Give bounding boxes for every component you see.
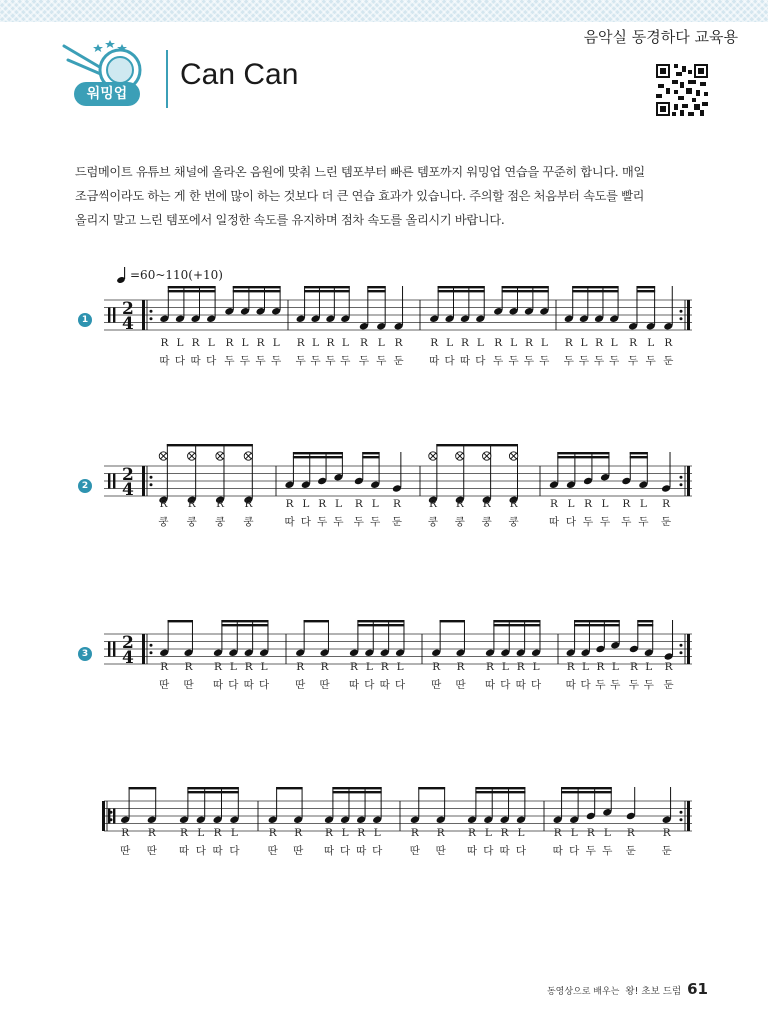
sound-row-cell: 두 xyxy=(325,355,336,367)
sticking-row-cell: L xyxy=(396,661,404,673)
sticking-row-cell: R xyxy=(296,337,305,349)
sound-row-cell: 둔 xyxy=(625,845,636,857)
sticking-row-cell: L xyxy=(567,498,575,510)
sticking-row-cell: R xyxy=(664,661,673,673)
sticking-row-cell: R xyxy=(410,827,419,839)
note-beam xyxy=(418,787,445,789)
sticking-row-cell: R xyxy=(494,337,503,349)
sound-row-cell: 두 xyxy=(599,516,611,528)
sticking-row-cell: R xyxy=(586,827,595,839)
sticking-row-cell: R xyxy=(662,827,671,839)
sticking-row-cell: R xyxy=(595,337,603,349)
percussion-clef-icon xyxy=(113,809,115,824)
sound-row-cell: 두 xyxy=(628,679,639,691)
sound-row-cell: 따 xyxy=(178,845,190,857)
sticking-row-cell: L xyxy=(484,827,492,839)
sound-row-cell: 두 xyxy=(593,355,605,367)
time-signature-bottom: 4 xyxy=(122,480,134,500)
sound-row-cell: 두 xyxy=(621,516,632,528)
sticking-row-cell: R xyxy=(596,661,605,673)
sound-row-cell: 다 xyxy=(364,679,375,691)
sound-row-cell: 따 xyxy=(429,355,440,367)
sound-row-cell: 다 xyxy=(174,355,186,367)
note-beam xyxy=(475,787,525,789)
sticking-row-cell: L xyxy=(176,337,184,349)
sound-row-cell: 따 xyxy=(323,845,335,857)
sticking-row-cell: R xyxy=(664,337,673,349)
intro-line: 올리지 말고 느린 템포에서 일정한 속도를 유지하며 점차 속도를 올리시기 바랍니다. xyxy=(75,213,505,227)
sticking-row-cell: R xyxy=(326,337,335,349)
sound-row-cell: 두 xyxy=(255,355,266,367)
sound-row-cell: 두 xyxy=(645,355,656,367)
note-beam xyxy=(187,791,238,793)
sticking-row-cell: L xyxy=(601,498,609,510)
sound-row-cell: 둔 xyxy=(661,845,672,857)
sound-row-cell: 다 xyxy=(340,845,351,857)
sticking-row-cell: R xyxy=(160,661,169,673)
page-number: 61 xyxy=(687,980,708,998)
sound-row-cell: 다 xyxy=(483,845,494,857)
sound-row-cell: 따 xyxy=(484,679,496,691)
sticking-row-cell: R xyxy=(436,827,445,839)
sound-row-cell: 다 xyxy=(565,516,577,528)
sticking-row-cell: L xyxy=(272,337,280,349)
sound-row-cell: 따 xyxy=(499,845,510,857)
sticking-row-cell: L xyxy=(501,661,509,673)
sound-row-cell: 딴 xyxy=(146,845,157,857)
repeat-dot xyxy=(680,818,683,821)
time-signature-bottom: 4 xyxy=(122,314,134,334)
sound-row-cell: 다 xyxy=(259,679,270,691)
sticking-row-cell: L xyxy=(229,661,237,673)
sticking-row-cell: R xyxy=(509,498,518,510)
sticking-row-cell: R xyxy=(244,498,253,510)
sound-row-cell: 따 xyxy=(348,679,360,691)
note-beam xyxy=(276,787,302,789)
sound-row-cell: 두 xyxy=(310,355,321,367)
sticking-row-cell: L xyxy=(302,498,310,510)
sticking-row-cell: R xyxy=(662,498,671,510)
sound-row-cell: 따 xyxy=(466,845,478,857)
percussion-clef-icon xyxy=(108,809,110,824)
sticking-row-cell: R xyxy=(626,827,635,839)
tempo-text: =60~110(+10) xyxy=(130,268,223,282)
sticking-row-cell: L xyxy=(647,337,655,349)
sticking-row-cell: R xyxy=(296,661,305,673)
sound-row-cell: 쿵 xyxy=(158,516,169,528)
sound-row-cell: 두 xyxy=(595,679,606,691)
sound-row-cell: 다 xyxy=(515,845,527,857)
sound-row-cell: 두 xyxy=(224,355,235,367)
sound-row-cell: 딴 xyxy=(435,845,446,857)
footer-series: 동영상으로 배우는 xyxy=(546,987,620,997)
sound-row-cell: 다 xyxy=(444,355,455,367)
sticking-row-cell: R xyxy=(216,498,225,510)
sticking-row-cell: R xyxy=(359,337,368,349)
sound-row-cell: 딴 xyxy=(120,845,131,857)
sticking-row-cell: R xyxy=(354,498,363,510)
sticking-row-cell: R xyxy=(184,661,193,673)
note-beam xyxy=(561,791,612,793)
sound-row-cell: 따 xyxy=(190,355,201,367)
sound-row-cell: 딴 xyxy=(183,679,194,691)
sound-row-cell: 다 xyxy=(580,679,591,691)
repeat-dot xyxy=(680,811,683,814)
sound-row-cell: 두 xyxy=(578,355,590,367)
sticking-row-cell: R xyxy=(244,661,253,673)
sound-row-cell: 두 xyxy=(493,355,504,367)
note-beam xyxy=(332,787,381,789)
time-signature-top: 2 xyxy=(122,299,134,319)
time-signature-top: 2 xyxy=(122,633,134,653)
sticking-row-cell: L xyxy=(603,827,611,839)
sticking-row-cell: L xyxy=(377,337,385,349)
sticking-row-cell: L xyxy=(365,661,373,673)
sticking-row-cell: R xyxy=(191,337,200,349)
sound-row-cell: 둔 xyxy=(391,516,403,528)
note-beam xyxy=(187,787,238,789)
sound-row-cell: 따 xyxy=(212,679,224,691)
sticking-row-cell: R xyxy=(622,498,631,510)
sticking-row-cell: R xyxy=(564,337,573,349)
sound-row-cell: 따 xyxy=(548,516,560,528)
sticking-row-cell: R xyxy=(468,827,476,839)
sticking-row-cell: L xyxy=(446,337,454,349)
sound-row-cell: 다 xyxy=(195,845,206,857)
sound-row-cell: 쿵 xyxy=(243,516,254,528)
note-beam xyxy=(475,791,525,793)
sound-row-cell: 따 xyxy=(459,355,471,367)
note-beam xyxy=(332,791,381,793)
sticking-row-cell: L xyxy=(207,337,215,349)
sound-row-cell: 따 xyxy=(243,679,254,691)
sticking-row-cell: L xyxy=(476,337,484,349)
note-beam xyxy=(129,787,157,789)
sound-row-cell: 쿵 xyxy=(427,516,439,528)
sticking-row-cell: L xyxy=(334,498,342,510)
sound-row-cell: 쿵 xyxy=(215,516,226,528)
sound-row-cell: 딴 xyxy=(267,845,278,857)
sound-row-cell: 쿵 xyxy=(508,516,519,528)
sticking-row-cell: L xyxy=(610,337,618,349)
sticking-row-cell: R xyxy=(393,498,401,510)
sound-row-cell: 두 xyxy=(585,845,596,857)
sound-row-cell: 두 xyxy=(628,355,639,367)
sound-row-cell: 따 xyxy=(379,679,390,691)
exercise-number: 1 xyxy=(78,313,92,327)
sound-row-cell: 둔 xyxy=(663,355,674,367)
sound-row-cell: 둔 xyxy=(661,516,672,528)
sound-row-cell: 쿵 xyxy=(481,516,492,528)
sticking-row-cell: L xyxy=(312,337,320,349)
sound-row-cell: 다 xyxy=(395,679,406,691)
sound-row-cell: 두 xyxy=(539,355,550,367)
sound-row-cell: 딴 xyxy=(159,679,170,691)
sticking-row-cell: R xyxy=(553,827,562,839)
sound-row-cell: 딴 xyxy=(293,845,304,857)
sound-row-cell: 다 xyxy=(475,355,486,367)
sticking-row-cell: R xyxy=(429,498,437,510)
sticking-row-cell: R xyxy=(455,498,464,510)
sticking-row-cell: L xyxy=(580,337,588,349)
sound-row-cell: 다 xyxy=(300,516,311,528)
exercise-number: 3 xyxy=(78,647,92,661)
sticking-row-cell: R xyxy=(225,337,234,349)
sticking-row-cell: L xyxy=(197,827,205,839)
sound-row-cell: 따 xyxy=(159,355,170,367)
repeat-dot xyxy=(110,811,113,814)
badge-label: 워밍업 xyxy=(74,82,140,106)
sticking-row-cell: L xyxy=(645,661,653,673)
exercise-number: 2 xyxy=(78,479,92,493)
sound-row-cell: 두 xyxy=(353,516,364,528)
repeat-dot xyxy=(110,818,113,821)
footer xyxy=(547,980,708,998)
sound-row-cell: 두 xyxy=(370,516,381,528)
sticking-row-cell: L xyxy=(510,337,518,349)
intro-line: 조금씩이라도 하는 게 한 번에 많이 하는 것보다 더 큰 연습 효과가 있습니다. 주의할 점은 처음부터 속도를 빨리 xyxy=(75,189,645,203)
sticking-row-cell: R xyxy=(629,337,638,349)
sticking-row-cell: L xyxy=(540,337,548,349)
sticking-row-cell: R xyxy=(516,661,525,673)
sound-row-cell: 두 xyxy=(563,355,574,367)
sound-row xyxy=(0,843,768,859)
sticking-row-cell: R xyxy=(159,498,168,510)
sticking-row-cell: R xyxy=(549,498,558,510)
sticking-row-cell: R xyxy=(121,827,130,839)
sticking-row xyxy=(0,827,768,843)
sound-row-cell: 다 xyxy=(206,355,217,367)
sound-row-cell: 두 xyxy=(602,845,613,857)
sound-row-cell: 두 xyxy=(376,355,387,367)
sticking-row-cell: L xyxy=(570,827,578,839)
sound-row-cell: 따 xyxy=(356,845,367,857)
sticking-row-cell: L xyxy=(341,827,349,839)
sound-row-cell: 쿵 xyxy=(454,516,465,528)
sticking-row-cell: R xyxy=(394,337,403,349)
sticking-row-cell: R xyxy=(456,661,465,673)
sticking-row-cell: R xyxy=(214,661,222,673)
sticking-row-cell: R xyxy=(213,827,222,839)
sound-row-cell: 딴 xyxy=(319,679,330,691)
sound-row-cell: 딴 xyxy=(295,679,306,691)
sound-row-cell: 다 xyxy=(372,845,383,857)
sticking-row-cell: R xyxy=(357,827,366,839)
sticking-row-cell: R xyxy=(432,661,441,673)
sticking-row-cell: R xyxy=(147,827,156,839)
time-signature-bottom: 4 xyxy=(122,648,134,668)
page-title: Can Can xyxy=(180,58,299,91)
sticking-row-cell: R xyxy=(350,661,358,673)
sticking-row-cell: R xyxy=(482,498,491,510)
sound-row-cell: 두 xyxy=(582,516,594,528)
sticking-row-cell: L xyxy=(230,827,238,839)
sticking-row-cell: L xyxy=(639,498,647,510)
sound-row-cell: 두 xyxy=(358,355,369,367)
sticking-row-cell: L xyxy=(373,827,381,839)
header-tag: 음악실 동경하다 교육용 xyxy=(583,28,738,46)
sound-row-cell: 두 xyxy=(638,516,649,528)
sound-row-cell: 다 xyxy=(500,679,511,691)
sound-row-cell: 두 xyxy=(317,516,328,528)
sound-row-cell: 둔 xyxy=(393,355,404,367)
sticking-row-cell: R xyxy=(160,337,169,349)
sound-row-cell: 둔 xyxy=(663,679,674,691)
sound-row-cell: 두 xyxy=(333,516,344,528)
sticking-row-cell: R xyxy=(629,661,638,673)
sound-row-cell: 두 xyxy=(523,355,535,367)
sound-row-cell: 따 xyxy=(552,845,563,857)
sound-row-cell: 두 xyxy=(340,355,351,367)
sticking-row-cell: L xyxy=(371,498,379,510)
sound-row-cell: 딴 xyxy=(431,679,442,691)
sticking-row-cell: R xyxy=(318,498,327,510)
sticking-row-cell: R xyxy=(380,661,389,673)
sound-row-cell: 두 xyxy=(295,355,306,367)
sound-row-cell: 따 xyxy=(515,679,526,691)
sticking-row-cell: L xyxy=(260,661,268,673)
sticking-row-cell: L xyxy=(517,827,525,839)
sticking-row-cell: R xyxy=(187,498,196,510)
sticking-row-cell: R xyxy=(461,337,469,349)
sticking-row-cell: R xyxy=(285,498,294,510)
sticking-row-cell: R xyxy=(256,337,265,349)
sticking-row-cell: R xyxy=(325,827,333,839)
sticking-row-cell: L xyxy=(582,661,590,673)
sticking-row-cell: R xyxy=(525,337,533,349)
sticking-row-cell: L xyxy=(611,661,619,673)
sticking-row-cell: L xyxy=(241,337,249,349)
sticking-row-cell: R xyxy=(500,827,509,839)
sticking-row-cell: L xyxy=(341,337,349,349)
sticking-row-cell: R xyxy=(430,337,439,349)
sticking-row-cell: R xyxy=(566,661,575,673)
sound-row-cell: 두 xyxy=(610,679,621,691)
sound-row-cell: 따 xyxy=(284,516,295,528)
sound-row-cell: 다 xyxy=(569,845,580,857)
sound-row-cell: 따 xyxy=(212,845,223,857)
sticking-row-cell: R xyxy=(294,827,303,839)
sound-row-cell: 두 xyxy=(643,679,654,691)
intro-line: 드럼메이트 유튜브 채널에 올라온 음원에 맞춰 느린 템포부터 빠른 템포까지 워밍업 연습을 꾸준히 합니다. 매일 xyxy=(75,165,645,179)
note-beam xyxy=(561,787,612,789)
sound-row-cell: 두 xyxy=(609,355,620,367)
sound-row-cell: 딴 xyxy=(455,679,466,691)
sticking-row-cell: R xyxy=(320,661,329,673)
sticking-row-cell: R xyxy=(268,827,277,839)
sound-row-cell: 다 xyxy=(229,845,240,857)
sticking-row-cell: R xyxy=(584,498,592,510)
sound-row-cell: 두 xyxy=(239,355,251,367)
sticking-row-cell: R xyxy=(180,827,188,839)
sound-row-cell: 두 xyxy=(508,355,519,367)
footer-book-title: 왕! 초보 드럼 xyxy=(625,986,682,997)
sound-row-cell: 두 xyxy=(271,355,282,367)
sticking-row-cell: L xyxy=(532,661,540,673)
sound-row-cell: 쿵 xyxy=(186,516,197,528)
sound-row-cell: 딴 xyxy=(409,845,420,857)
sound-row-cell: 따 xyxy=(565,679,576,691)
sticking-row-cell: R xyxy=(486,661,494,673)
sound-row-cell: 다 xyxy=(228,679,239,691)
sound-row-cell: 다 xyxy=(531,679,542,691)
time-signature-top: 2 xyxy=(122,465,134,485)
